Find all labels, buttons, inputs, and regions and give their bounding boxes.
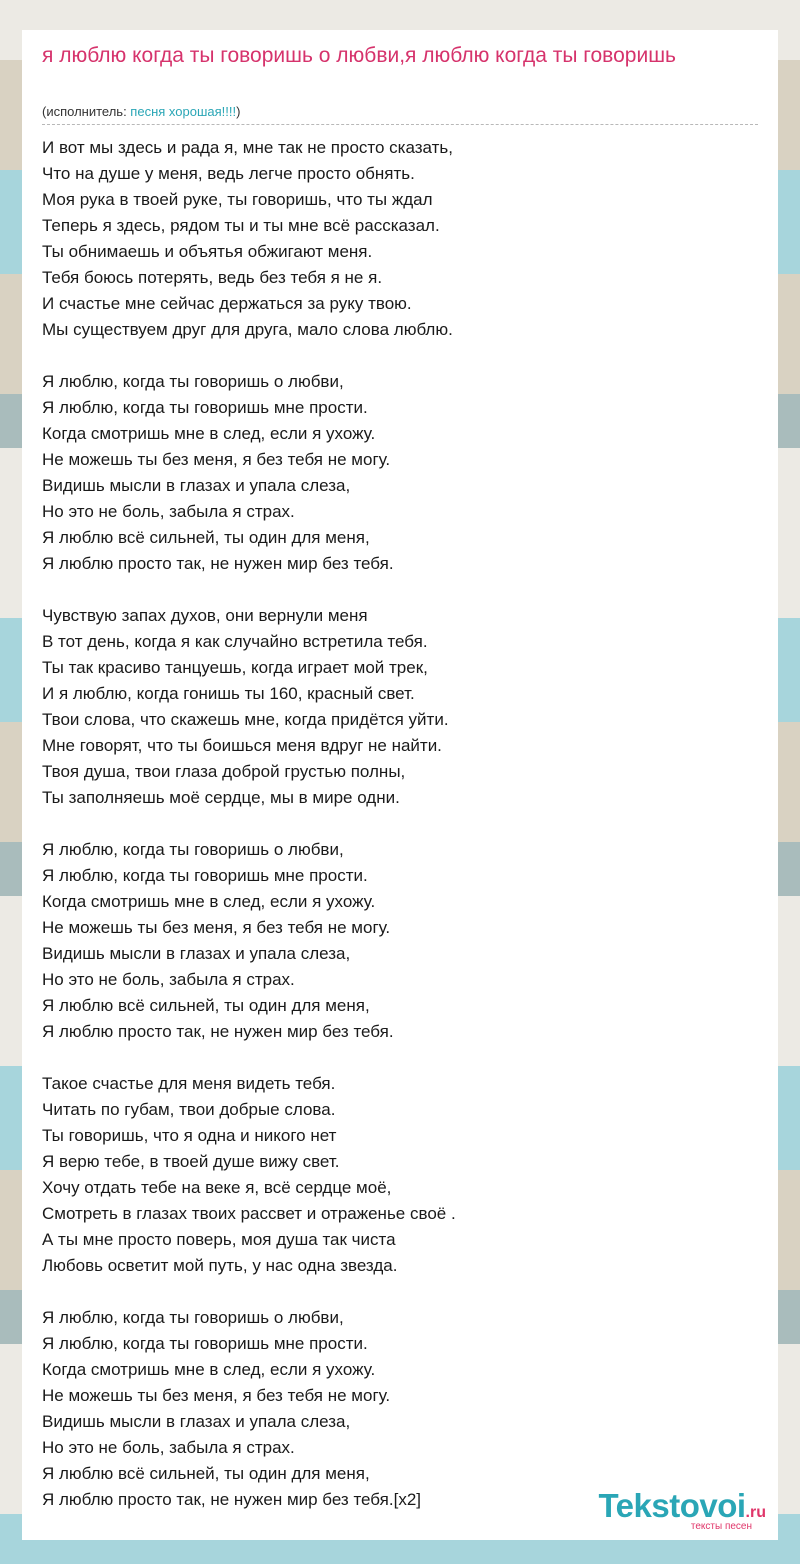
lyric-line: Мы существуем друг для друга, мало слова люблю.	[42, 320, 453, 339]
verse	[42, 1071, 762, 1279]
lyric-line: И вот мы здесь и рада я, мне так не просто сказать,	[42, 138, 453, 157]
lyric-line: Я люблю просто так, не нужен мир без тебя.[x2]	[42, 1490, 421, 1509]
song-title: я люблю когда ты говоришь о любви,я люблю когда ты говоришь	[42, 44, 676, 67]
lyric-line: Смотреть в глазах твоих рассвет и отраженье своё .	[42, 1204, 456, 1223]
lyric-line: Не можешь ты без меня, я без тебя не могу.	[42, 918, 391, 937]
divider	[42, 124, 758, 125]
lyric-line: И счастье мне сейчас держаться за руку твою.	[42, 294, 412, 313]
lyric-line: Не можешь ты без меня, я без тебя не могу.	[42, 1386, 391, 1405]
site-logo[interactable]	[598, 1487, 766, 1532]
lyric-line: Ты говоришь, что я одна и никого нет	[42, 1126, 337, 1145]
lyric-line: Я люблю, когда ты говоришь мне прости.	[42, 866, 368, 885]
artist-suffix: )	[236, 104, 241, 119]
lyric-line: Я люблю всё сильней, ты один для меня,	[42, 528, 370, 547]
artist-prefix: (исполнитель:	[42, 104, 131, 119]
lyric-line: Что на душе у меня, ведь легче просто обнять.	[42, 164, 415, 183]
lyric-line: Моя рука в твоей руке, ты говоришь, что ты ждал	[42, 190, 433, 209]
lyric-line: Я верю тебе, в твоей душе вижу свет.	[42, 1152, 340, 1171]
lyric-line: Теперь я здесь, рядом ты и ты мне всё рассказал.	[42, 216, 440, 235]
logo-subtitle: тексты песен	[690, 1521, 752, 1532]
verse	[42, 135, 762, 343]
logo-domain: .ru	[745, 1504, 766, 1521]
lyric-line: А ты мне просто поверь, моя душа так чиста	[42, 1230, 396, 1249]
lyric-line: Я люблю, когда ты говоришь мне прости.	[42, 398, 368, 417]
verse	[42, 1305, 762, 1513]
lyric-line: Не можешь ты без меня, я без тебя не могу.	[42, 450, 391, 469]
artist-link[interactable]: песня хорошая!!!!	[130, 104, 237, 119]
lyric-line: Тебя боюсь потерять, ведь без тебя я не я.	[42, 268, 383, 287]
lyric-line: Ты заполняешь моё сердце, мы в мире одни.	[42, 788, 400, 807]
verse	[42, 369, 762, 577]
lyric-line: Я люблю просто так, не нужен мир без тебя.	[42, 1022, 394, 1041]
lyric-line: Видишь мысли в глазах и упала слеза,	[42, 944, 351, 963]
lyric-line: Хочу отдать тебе на веке я, всё сердце моё,	[42, 1178, 392, 1197]
verse	[42, 837, 762, 1045]
lyric-line: Такое счастье для меня видеть тебя.	[42, 1074, 336, 1093]
artist-line	[42, 104, 240, 119]
lyric-line: Я люблю всё сильней, ты один для меня,	[42, 1464, 370, 1483]
logo-main-text: Tekstovoi	[598, 1487, 746, 1524]
lyric-line: Видишь мысли в глазах и упала слеза,	[42, 476, 351, 495]
lyric-line: Я люблю просто так, не нужен мир без тебя.	[42, 554, 394, 573]
lyric-line: И я люблю, когда гонишь ты 160, красный свет.	[42, 684, 415, 703]
lyric-line: В тот день, когда я как случайно встретила тебя.	[42, 632, 428, 651]
lyric-line: Я люблю, когда ты говоришь о любви,	[42, 840, 344, 859]
lyric-line: Я люблю, когда ты говоришь о любви,	[42, 1308, 344, 1327]
verse	[42, 603, 762, 811]
lyric-line: Я люблю, когда ты говоришь мне прости.	[42, 1334, 368, 1353]
lyric-line: Мне говорят, что ты боишься меня вдруг не найти.	[42, 736, 442, 755]
lyrics-card	[22, 30, 778, 1540]
lyric-line: Твои слова, что скажешь мне, когда придётся уйти.	[42, 710, 449, 729]
lyric-line: Когда смотришь мне в след, если я ухожу.	[42, 424, 376, 443]
lyric-line: Видишь мысли в глазах и упала слеза,	[42, 1412, 351, 1431]
lyric-line: Когда смотришь мне в след, если я ухожу.	[42, 1360, 376, 1379]
lyric-line: Чувствую запах духов, они вернули меня	[42, 606, 368, 625]
lyric-line: Ты так красиво танцуешь, когда играет мой трек,	[42, 658, 428, 677]
lyric-line: Твоя душа, твои глаза доброй грустью полны,	[42, 762, 406, 781]
lyric-line: Я люблю всё сильней, ты один для меня,	[42, 996, 370, 1015]
lyric-line: Ты обнимаешь и объятья обжигают меня.	[42, 242, 373, 261]
lyric-line: Но это не боль, забыла я страх.	[42, 970, 295, 989]
lyric-line: Читать по губам, твои добрые слова.	[42, 1100, 336, 1119]
lyrics-body	[42, 135, 762, 1539]
lyric-line: Но это не боль, забыла я страх.	[42, 1438, 295, 1457]
lyric-line: Любовь осветит мой путь, у нас одна звезда.	[42, 1256, 398, 1275]
lyric-line: Но это не боль, забыла я страх.	[42, 502, 295, 521]
lyric-line: Когда смотришь мне в след, если я ухожу.	[42, 892, 376, 911]
lyric-line: Я люблю, когда ты говоришь о любви,	[42, 372, 344, 391]
